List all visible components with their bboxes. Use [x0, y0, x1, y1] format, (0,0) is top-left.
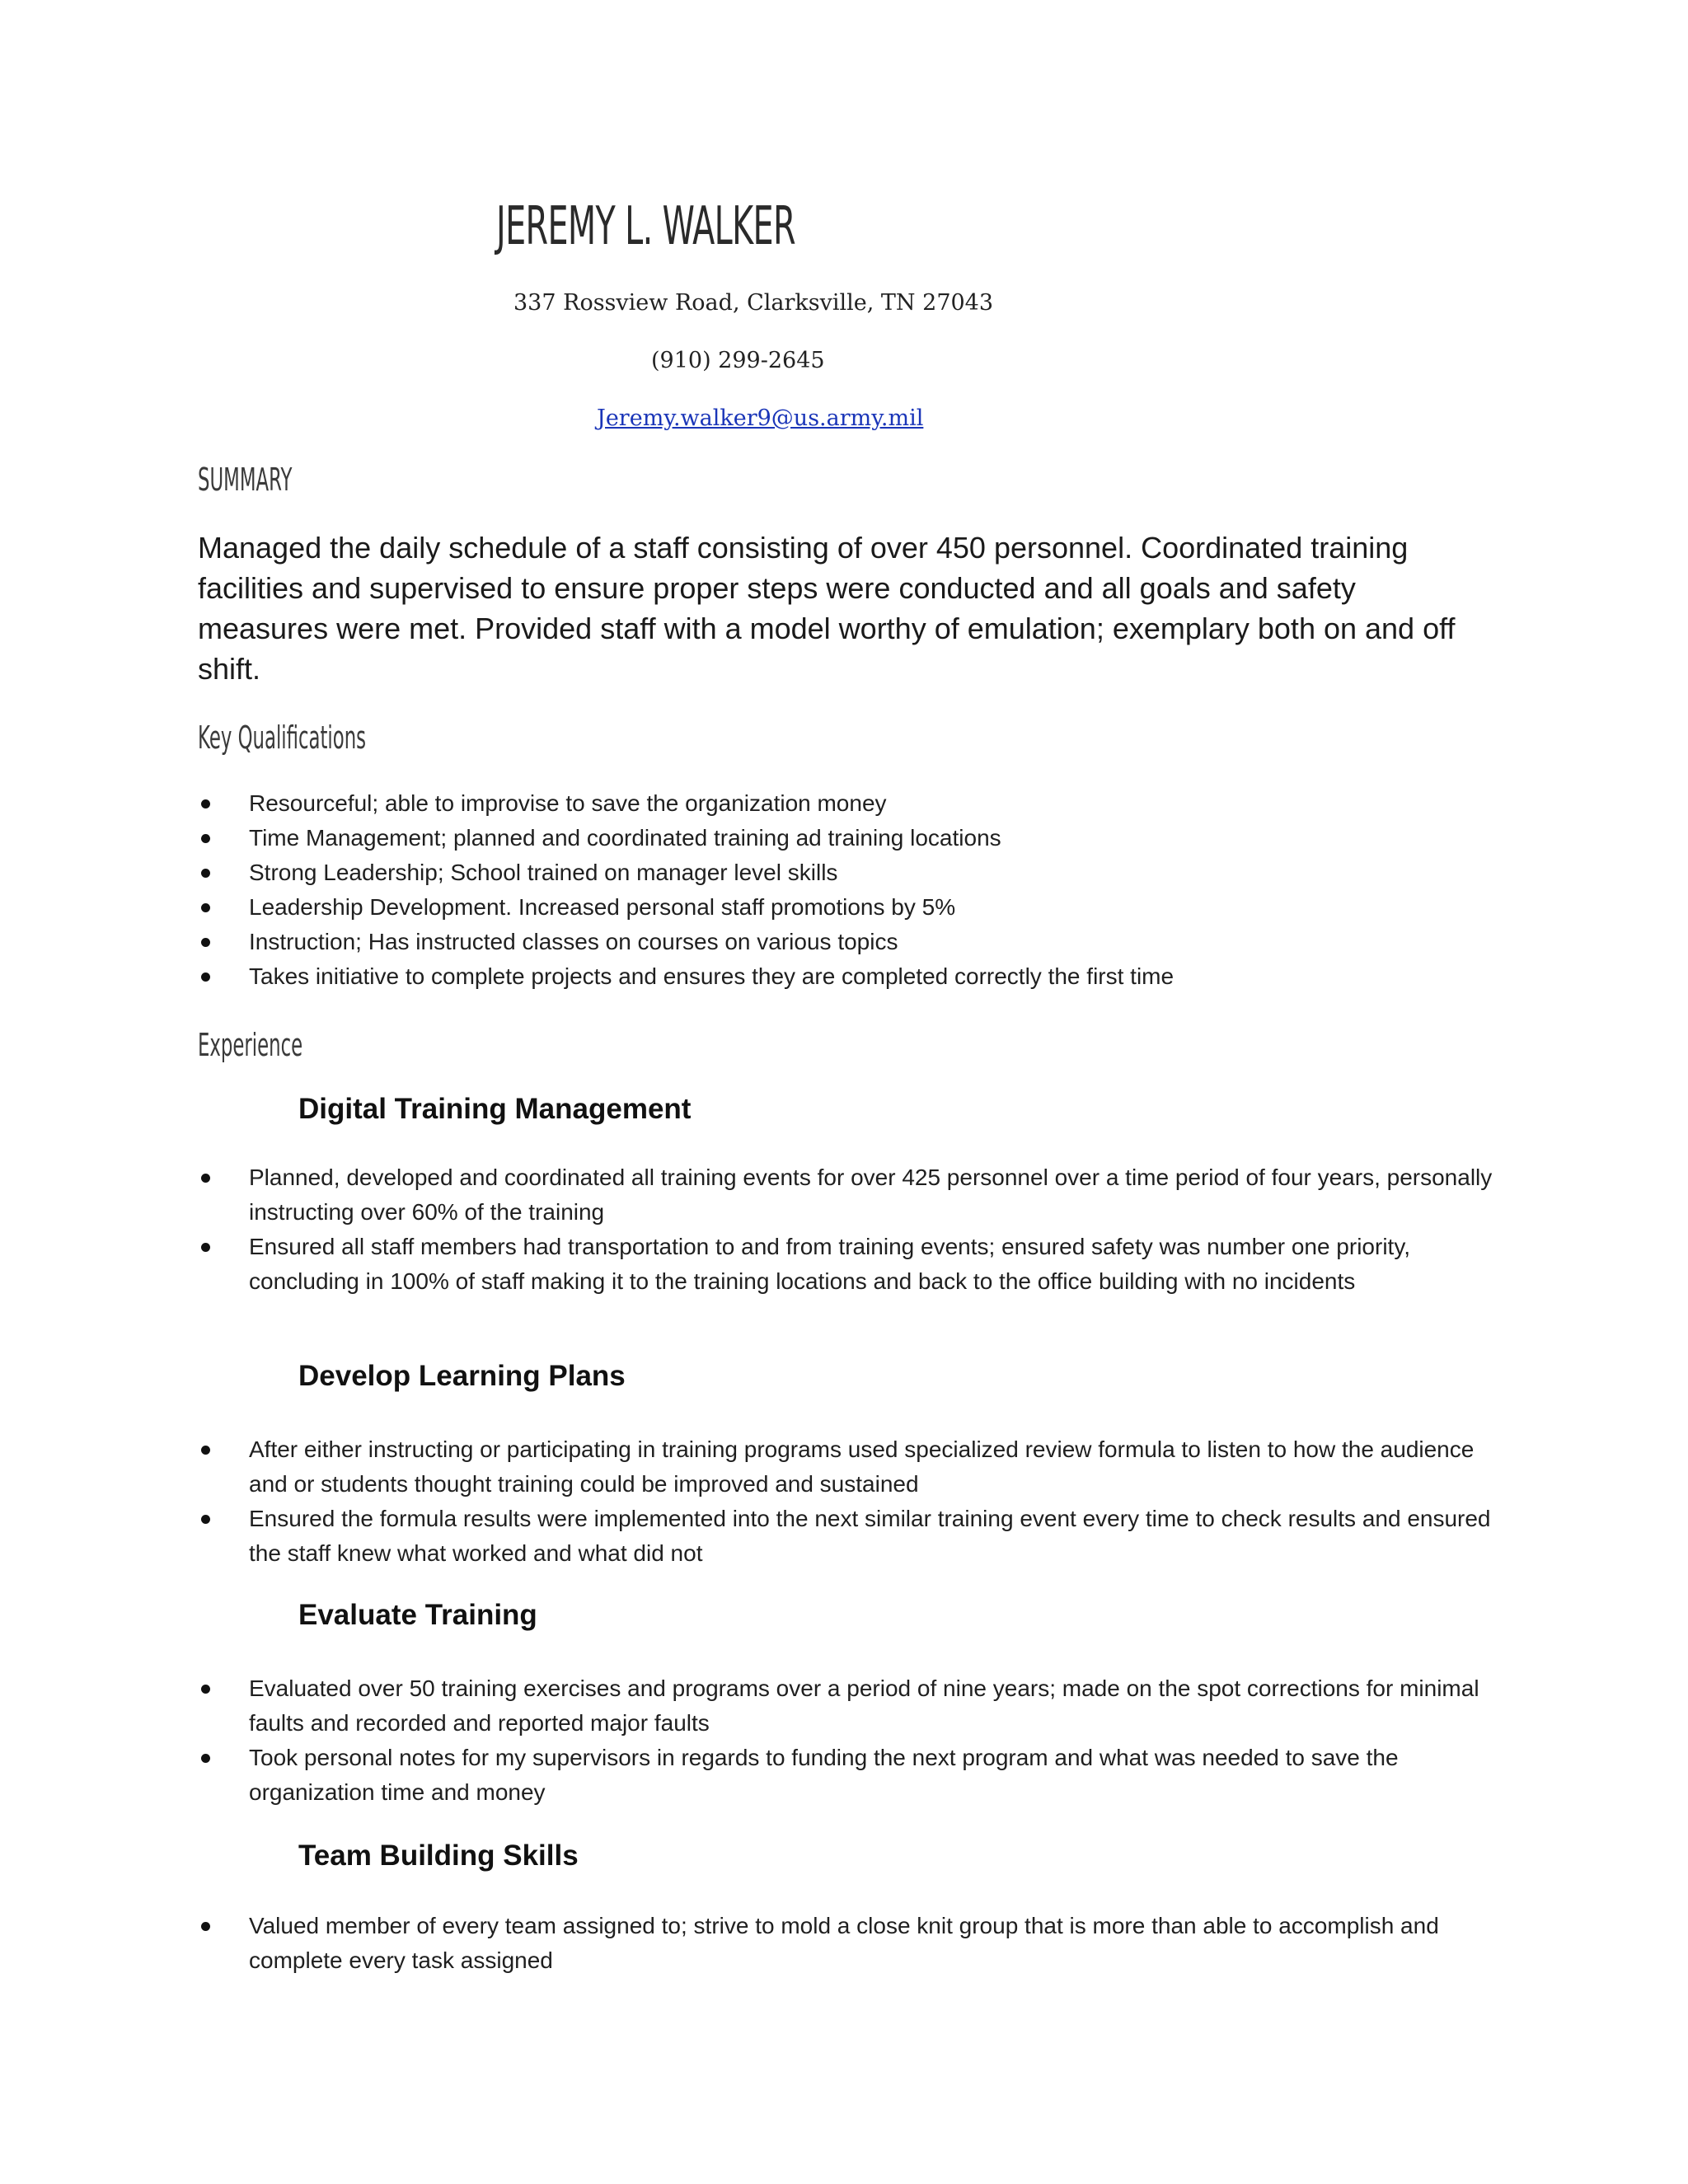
experience-list [198, 1671, 1500, 1810]
list-item: Ensured the formula results were implemented into the next similar training event every time to check results and ensured the staff knew what worked and what did not [198, 1502, 1500, 1571]
list-item: After either instructing or participating in training programs used specialized review formula to listen to how the audience and or students thought training could be improved and sustained [198, 1432, 1500, 1502]
qualifications-heading: Key Qualifications [198, 719, 367, 756]
experience-subheading: Team Building Skills [298, 1840, 579, 1872]
experience-subheading: Evaluate Training [298, 1599, 537, 1631]
list-item: Ensured all staff members had transportation to and from training events; ensured safety was number one priority, concluding in 100% of staff making it to the training locations and back to the office building with no incidents [198, 1230, 1500, 1299]
list-item: Valued member of every team assigned to; strive to mold a close knit group that is more than able to accomplish and complete every task assigned [198, 1909, 1500, 1978]
phone-number: (910) 299-2645 [651, 348, 825, 373]
experience-list [198, 1432, 1500, 1571]
list-item: Took personal notes for my supervisors in regards to funding the next program and what was needed to save the organization time and money [198, 1741, 1500, 1810]
list-item: Planned, developed and coordinated all training events for over 425 personnel over a time period of four years, personally instructing over 60% of the training [198, 1160, 1500, 1230]
resume-name: JEREMY L. WALKER [496, 196, 795, 257]
experience-subheading: Digital Training Management [298, 1093, 692, 1125]
qualifications-list [198, 786, 1500, 994]
summary-heading: SUMMARY [198, 462, 293, 498]
list-item: Evaluated over 50 training exercises and programs over a period of nine years; made on the spot corrections for minimal faults and recorded and reported major faults [198, 1671, 1500, 1741]
experience-list [198, 1160, 1500, 1299]
email-link[interactable]: Jeremy.walker9@us.army.mil [597, 405, 924, 431]
address: 337 Rossview Road, Clarksville, TN 27043 [513, 290, 994, 316]
list-item: Instruction; Has instructed classes on courses on various topics [198, 925, 1500, 959]
summary-text: Managed the daily schedule of a staff consisting of over 450 personnel. Coordinated training facilities and supervised to ensure proper steps were conducted and all goals and safety measures were met. Provided staff with a model worthy of emulation; exemplary both on and off shift. [198, 531, 1456, 686]
experience-subheading: Develop Learning Plans [298, 1360, 626, 1392]
experience-list [198, 1909, 1500, 1978]
list-item: Strong Leadership; School trained on manager level skills [198, 855, 1500, 890]
experience-heading: Experience [198, 1027, 303, 1063]
list-item: Resourceful; able to improvise to save the organization money [198, 786, 1500, 821]
list-item: Time Management; planned and coordinated training ad training locations [198, 821, 1500, 855]
list-item: Leadership Development. Increased personal staff promotions by 5% [198, 890, 1500, 925]
list-item: Takes initiative to complete projects and ensures they are completed correctly the first time [198, 959, 1500, 994]
